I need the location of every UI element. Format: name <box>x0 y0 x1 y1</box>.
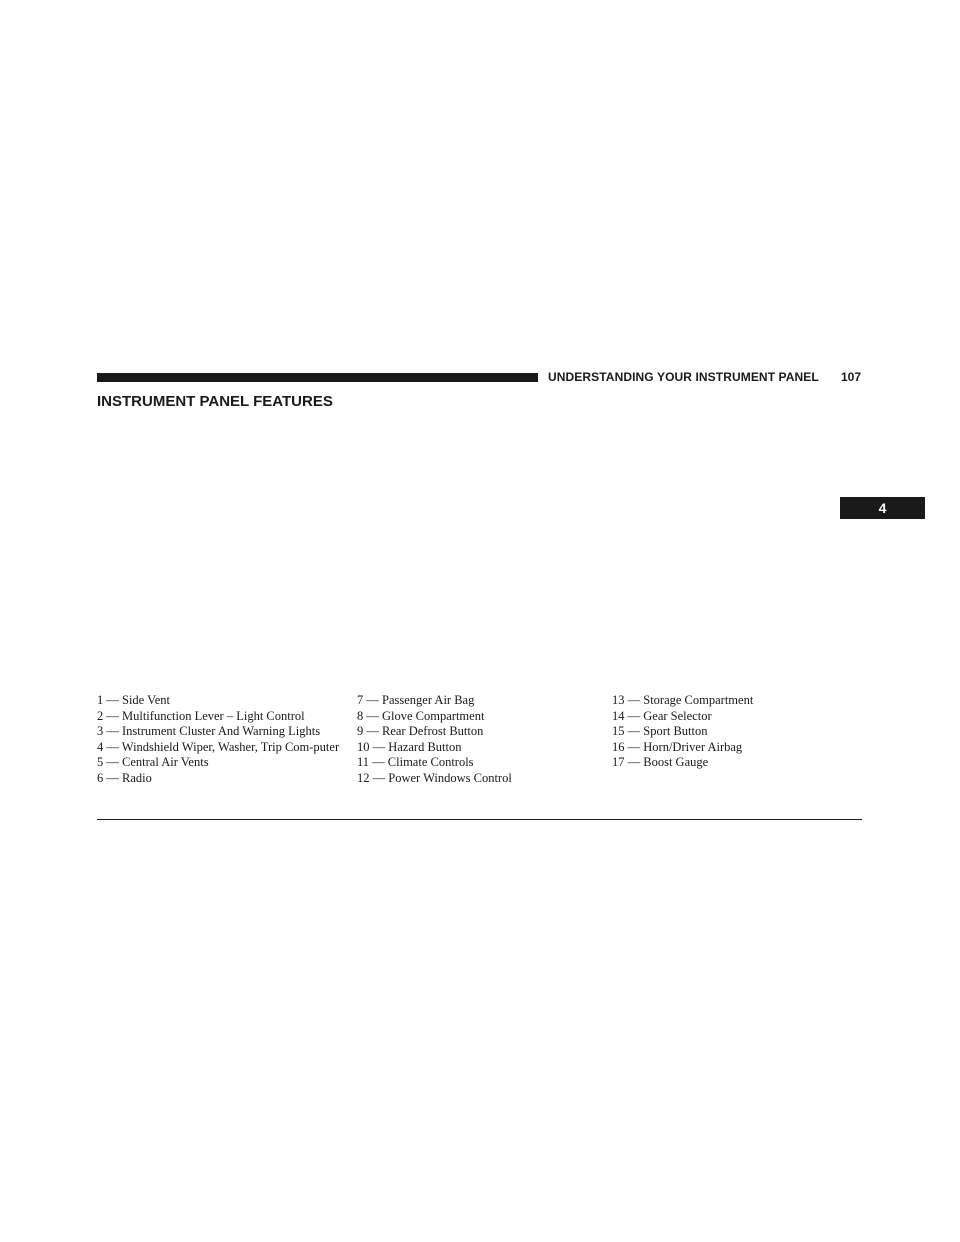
page-number: 107 <box>841 370 862 384</box>
legend-item: 16 — Horn/Driver Airbag <box>612 739 743 754</box>
legend-row <box>97 724 862 740</box>
legend-item: 1 — Side Vent <box>97 693 171 707</box>
legend-row <box>97 755 862 771</box>
legend-item: 6 — Radio <box>97 770 152 785</box>
section-title: INSTRUMENT PANEL FEATURES <box>97 393 333 410</box>
legend-item: 2 — Multifunction Lever – Light Control <box>97 708 305 723</box>
legend-item: 17 — Boost Gauge <box>612 755 709 770</box>
legend-row <box>97 709 862 725</box>
running-header-title: UNDERSTANDING YOUR INSTRUMENT PANEL <box>548 370 819 384</box>
legend-item: 4 — Windshield Wiper, Washer, Trip Com-puter <box>97 739 340 754</box>
legend-item: 7 — Passenger Air Bag <box>357 693 475 707</box>
legend-item: 5 — Central Air Vents <box>97 755 209 770</box>
legend-item: 11 — Climate Controls <box>357 755 474 770</box>
legend-item: 12 — Power Windows Control <box>357 770 512 785</box>
legend-rule <box>97 819 862 820</box>
legend-item: 10 — Hazard Button <box>357 739 462 754</box>
legend-item: 15 — Sport Button <box>612 724 708 739</box>
legend-item: 3 — Instrument Cluster And Warning Lights <box>97 724 321 739</box>
legend-item: 8 — Glove Compartment <box>357 708 485 723</box>
legend-row <box>97 740 862 756</box>
header-bar <box>97 373 538 382</box>
instrument-panel-legend <box>97 693 862 787</box>
legend-row <box>97 693 862 709</box>
legend-item: 13 — Storage Compartment <box>612 693 754 707</box>
legend-item <box>612 771 862 787</box>
legend-row <box>97 771 862 787</box>
legend-item: 9 — Rear Defrost Button <box>357 724 484 739</box>
chapter-tab: 4 <box>840 497 925 519</box>
legend-item: 14 — Gear Selector <box>612 708 712 723</box>
